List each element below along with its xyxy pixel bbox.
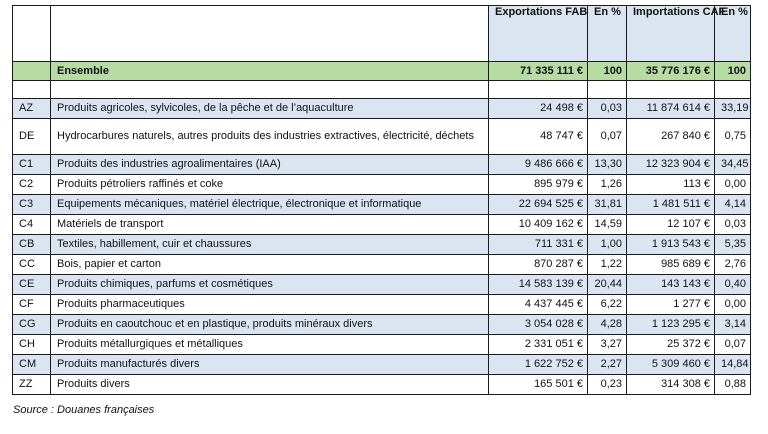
row-code: C1 — [13, 155, 51, 175]
header-row — [13, 6, 751, 62]
row-code: CC — [13, 255, 51, 275]
row-imports: 12 107 € — [627, 215, 715, 235]
header-exports: Exportations FAB — [489, 6, 588, 62]
row-exports-pct: 0,07 — [588, 119, 627, 155]
row-label: Produits agricoles, sylvicoles, de la pêche et de l’aquaculture — [51, 99, 489, 119]
row-exports-pct: 0,03 — [588, 99, 627, 119]
row-exports: 2 331 051 € — [489, 335, 588, 355]
total-label: Ensemble — [51, 62, 489, 81]
table-row — [13, 275, 751, 295]
row-label: Hydrocarbures naturels, autres produits des industries extractives, électricité, déchets — [51, 119, 489, 155]
row-exports: 711 331 € — [489, 235, 588, 255]
total-imports: 35 776 176 € — [627, 62, 715, 81]
table-row — [13, 175, 751, 195]
row-imports: 25 372 € — [627, 335, 715, 355]
total-exports-pct: 100 — [588, 62, 627, 81]
row-imports: 1 123 295 € — [627, 315, 715, 335]
row-exports-pct: 4,28 — [588, 315, 627, 335]
row-code: C2 — [13, 175, 51, 195]
row-imports-pct: 4,14 — [715, 195, 751, 215]
row-code: CF — [13, 295, 51, 315]
row-imports-pct: 0,03 — [715, 215, 751, 235]
row-imports: 12 323 904 € — [627, 155, 715, 175]
row-exports-pct: 1,26 — [588, 175, 627, 195]
row-label: Produits métallurgiques et métalliques — [51, 335, 489, 355]
row-imports-pct: 2,76 — [715, 255, 751, 275]
row-exports: 9 486 666 € — [489, 155, 588, 175]
row-code: CE — [13, 275, 51, 295]
header-exports-pct: En % — [588, 6, 627, 62]
row-imports-pct: 0,40 — [715, 275, 751, 295]
header-imports-pct: En % — [715, 6, 751, 62]
table-row — [13, 375, 751, 395]
table-row — [13, 155, 751, 175]
row-code: C4 — [13, 215, 51, 235]
row-imports-pct: 5,35 — [715, 235, 751, 255]
row-exports: 10 409 162 € — [489, 215, 588, 235]
row-exports: 4 437 445 € — [489, 295, 588, 315]
row-exports-pct: 14,59 — [588, 215, 627, 235]
row-label: Produits divers — [51, 375, 489, 395]
row-imports-pct: 33,19 — [715, 99, 751, 119]
row-exports: 165 501 € — [489, 375, 588, 395]
table-row — [13, 215, 751, 235]
header-label — [51, 6, 489, 62]
row-exports: 22 694 525 € — [489, 195, 588, 215]
row-label: Matériels de transport — [51, 215, 489, 235]
row-label: Equipements mécaniques, matériel électrique, électronique et informatique — [51, 195, 489, 215]
total-code — [13, 62, 51, 81]
row-label: Produits des industries agroalimentaires (IAA) — [51, 155, 489, 175]
row-imports: 267 840 € — [627, 119, 715, 155]
trade-table — [12, 5, 751, 395]
row-label: Bois, papier et carton — [51, 255, 489, 275]
table-row — [13, 119, 751, 155]
spacer-row — [13, 81, 751, 99]
row-imports-pct: 0,88 — [715, 375, 751, 395]
row-imports-pct: 0,07 — [715, 335, 751, 355]
row-exports-pct: 2,27 — [588, 355, 627, 375]
row-imports: 5 309 460 € — [627, 355, 715, 375]
row-code: ZZ — [13, 375, 51, 395]
row-imports: 143 143 € — [627, 275, 715, 295]
table-row — [13, 235, 751, 255]
row-exports: 870 287 € — [489, 255, 588, 275]
row-imports: 1 481 511 € — [627, 195, 715, 215]
row-label: Produits pétroliers raffinés et coke — [51, 175, 489, 195]
row-imports: 314 308 € — [627, 375, 715, 395]
row-exports: 895 979 € — [489, 175, 588, 195]
row-imports: 113 € — [627, 175, 715, 195]
table-row — [13, 255, 751, 275]
row-imports-pct: 0,75 — [715, 119, 751, 155]
row-label: Produits en caoutchouc et en plastique, produits minéraux divers — [51, 315, 489, 335]
row-imports: 985 689 € — [627, 255, 715, 275]
table-row — [13, 315, 751, 335]
row-label: Textiles, habillement, cuir et chaussures — [51, 235, 489, 255]
row-code: C3 — [13, 195, 51, 215]
total-row — [13, 62, 751, 81]
row-label: Produits pharmaceutiques — [51, 295, 489, 315]
row-exports-pct: 31,81 — [588, 195, 627, 215]
row-exports-pct: 13,30 — [588, 155, 627, 175]
table-row — [13, 335, 751, 355]
row-exports: 48 747 € — [489, 119, 588, 155]
row-imports-pct: 14,84 — [715, 355, 751, 375]
row-exports-pct: 3,27 — [588, 335, 627, 355]
row-code: DE — [13, 119, 51, 155]
row-code: CH — [13, 335, 51, 355]
table-row — [13, 195, 751, 215]
table-row — [13, 355, 751, 375]
row-exports: 1 622 752 € — [489, 355, 588, 375]
table-row — [13, 295, 751, 315]
row-exports-pct: 6,22 — [588, 295, 627, 315]
row-exports-pct: 20,44 — [588, 275, 627, 295]
row-code: CM — [13, 355, 51, 375]
row-imports: 1 277 € — [627, 295, 715, 315]
row-code: AZ — [13, 99, 51, 119]
row-imports-pct: 3,14 — [715, 315, 751, 335]
row-label: Produits chimiques, parfums et cosmétiques — [51, 275, 489, 295]
total-exports: 71 335 111 € — [489, 62, 588, 81]
table-row — [13, 99, 751, 119]
row-exports: 24 498 € — [489, 99, 588, 119]
row-code: CG — [13, 315, 51, 335]
header-imports: Importations CAF — [627, 6, 715, 62]
row-imports: 11 874 614 € — [627, 99, 715, 119]
row-imports-pct: 0,00 — [715, 295, 751, 315]
row-exports-pct: 0,23 — [588, 375, 627, 395]
total-imports-pct: 100 — [715, 62, 751, 81]
row-imports-pct: 0,00 — [715, 175, 751, 195]
row-exports: 3 054 028 € — [489, 315, 588, 335]
row-label: Produits manufacturés divers — [51, 355, 489, 375]
row-exports: 14 583 139 € — [489, 275, 588, 295]
header-code — [13, 6, 51, 62]
row-exports-pct: 1,00 — [588, 235, 627, 255]
row-exports-pct: 1,22 — [588, 255, 627, 275]
row-code: CB — [13, 235, 51, 255]
row-imports: 1 913 543 € — [627, 235, 715, 255]
row-imports-pct: 34,45 — [715, 155, 751, 175]
source-note: Source : Douanes françaises — [13, 404, 155, 416]
